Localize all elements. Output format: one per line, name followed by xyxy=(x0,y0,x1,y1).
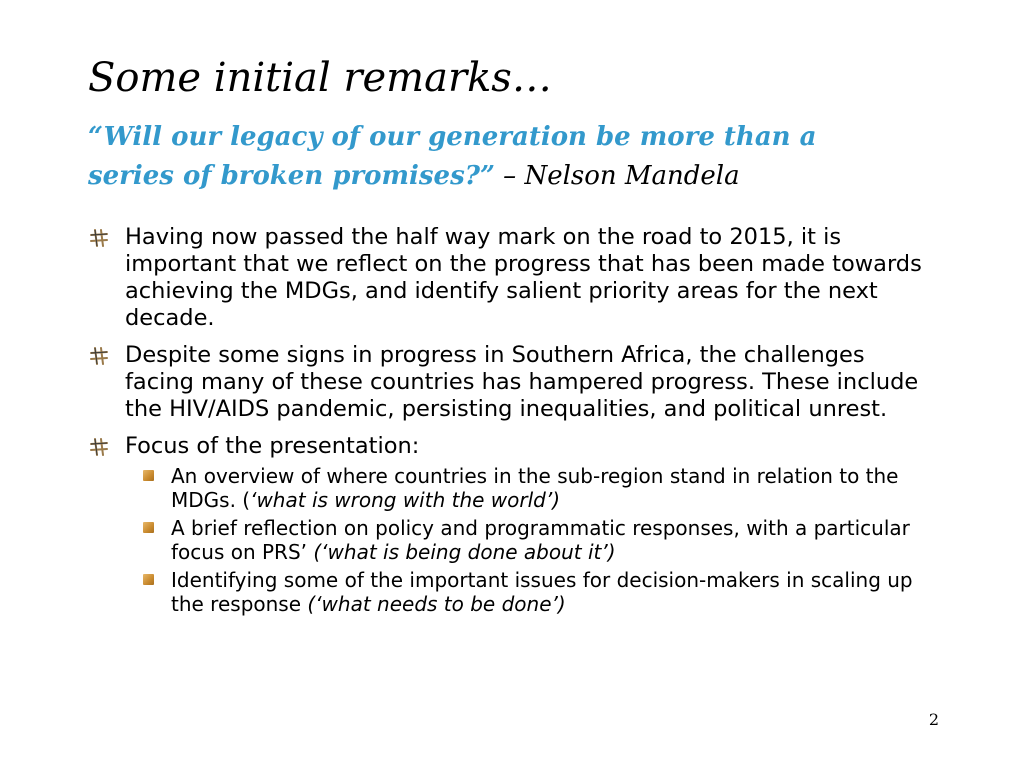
sub-bullet-text: Identifying some of the important issues for decision-makers in scaling up the response xyxy=(171,568,913,616)
page-number: 2 xyxy=(928,710,939,729)
bullet-item xyxy=(90,342,940,423)
bullet-list xyxy=(90,224,940,626)
square-bullet-icon xyxy=(143,522,154,533)
quote-line-1 xyxy=(88,118,948,157)
sub-bullet-emphasis: (‘what is being done about it’) xyxy=(313,540,616,564)
sub-bullet-item xyxy=(125,568,940,616)
bullet-text: Focus of the presentation: xyxy=(125,433,420,459)
sub-bullet-item xyxy=(125,464,940,512)
quote-text-1: “Will our legacy of our generation be more than a xyxy=(88,122,817,152)
hash-star-bullet-icon xyxy=(90,438,108,456)
sub-bullet-emphasis: (‘what needs to be done’) xyxy=(307,592,566,616)
bullet-item xyxy=(90,224,940,332)
sub-bullet-text: A brief reflection on policy and programmatic responses, with a particular focus on PRS’ xyxy=(171,516,910,564)
bullet-text: Having now passed the half way mark on the road to 2015, it is important that we reflect on the progress that has been made towards achieving the MDGs, and identify salient priority areas for the next decade. xyxy=(125,224,922,331)
hash-star-bullet-icon xyxy=(90,229,108,247)
sub-bullet-list xyxy=(125,464,940,616)
slide-title: Some initial remarks… xyxy=(88,55,552,101)
square-bullet-icon xyxy=(143,574,154,585)
mandela-quote xyxy=(88,118,948,196)
quote-attribution: – Nelson Mandela xyxy=(494,161,740,191)
bullet-text: Despite some signs in progress in Southern Africa, the challenges facing many of these countries has hampered progress. These include the HIV/AIDS pandemic, persisting inequalities, and political unrest. xyxy=(125,342,919,422)
square-bullet-icon xyxy=(143,470,154,481)
sub-bullet-text: An overview of where countries in the sub-region stand in relation to the MDGs. ( xyxy=(171,464,899,512)
quote-text-2: series of broken promises?” xyxy=(88,161,495,191)
sub-bullet-item xyxy=(125,516,940,564)
bullet-item xyxy=(90,433,940,616)
hash-star-bullet-icon xyxy=(90,347,108,365)
sub-bullet-emphasis: ‘what is wrong with the world’) xyxy=(250,488,561,512)
quote-line-2 xyxy=(88,157,948,196)
